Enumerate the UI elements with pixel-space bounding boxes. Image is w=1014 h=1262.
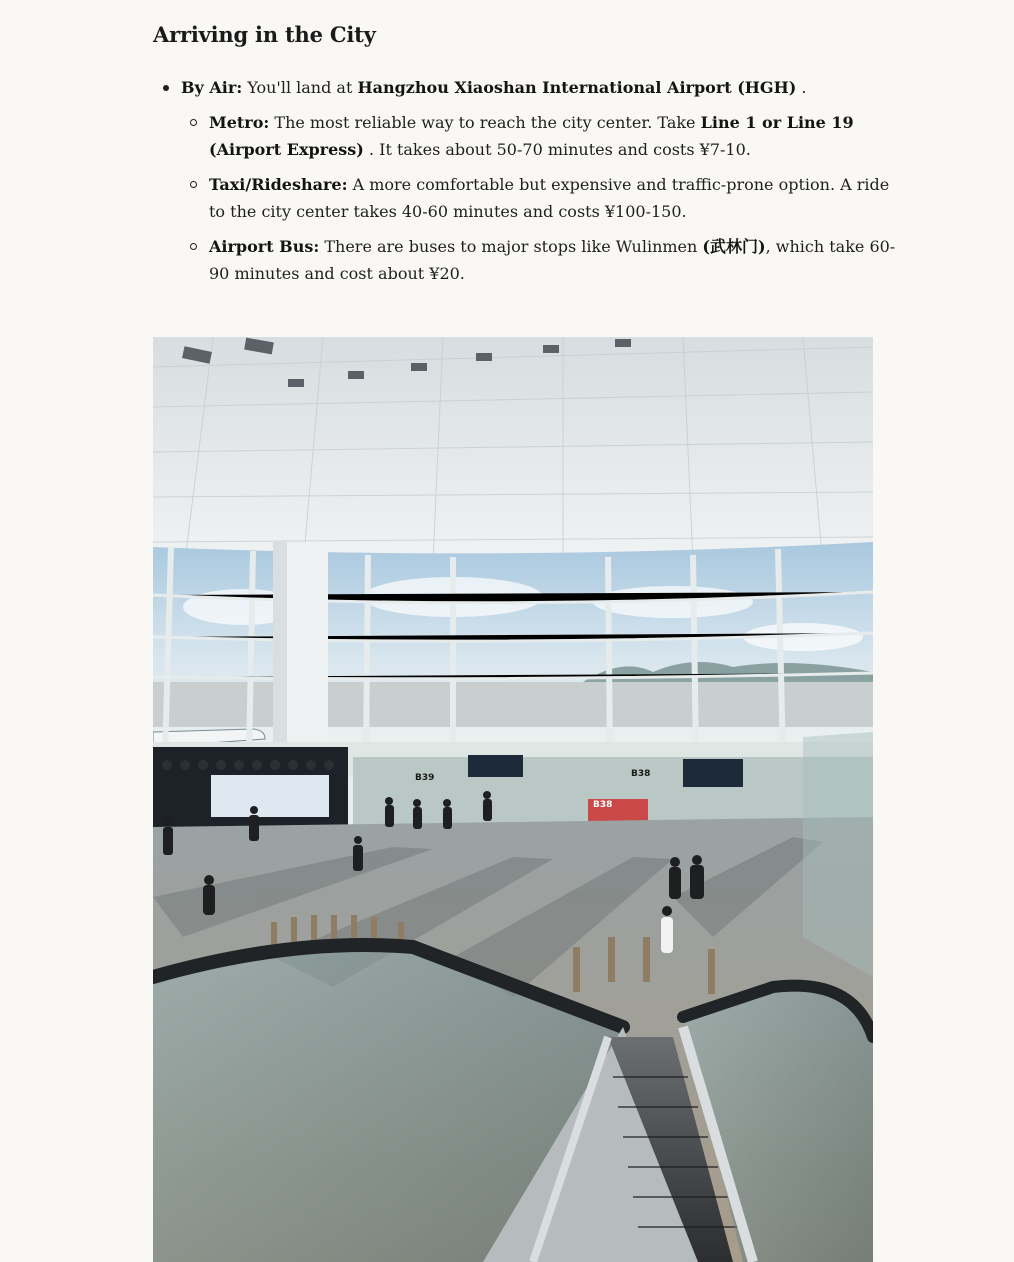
transport-options-list bbox=[181, 109, 901, 287]
flight-display-right bbox=[683, 759, 743, 787]
tarmac bbox=[153, 682, 873, 727]
terminal-illustration bbox=[153, 337, 873, 1262]
gate-sign-b39: B39 bbox=[415, 773, 435, 783]
gate-sign-b38: B38 bbox=[631, 769, 651, 779]
metro-lines: Line 1 or Line 19 (Airport Express) bbox=[209, 113, 854, 159]
by-air-text-end: . bbox=[801, 78, 807, 97]
list-item-metro bbox=[209, 109, 901, 163]
section-heading: Arriving in the City bbox=[153, 22, 376, 47]
taxi-label: Taxi/Rideshare: bbox=[209, 175, 348, 194]
by-air-text: You'll land at bbox=[247, 78, 353, 97]
taxi-text: A more comfortable but expensive and traffic-prone option. A ride to the city center takes 40-60 minutes and costs ¥100-150. bbox=[209, 175, 890, 221]
bus-label: Airport Bus: bbox=[209, 237, 320, 256]
by-air-label: By Air: bbox=[181, 78, 243, 97]
gate-counter-label: B38 bbox=[593, 800, 613, 810]
list-item-by-air bbox=[181, 74, 901, 287]
wulinmen-chinese: (武林门) bbox=[702, 237, 766, 256]
metro-text-end: . It takes about 50-70 minutes and costs ¥7-10. bbox=[368, 140, 751, 159]
advertising-screen bbox=[211, 775, 329, 817]
airport-name: Hangzhou Xiaoshan International Airport (HGH) bbox=[357, 78, 797, 97]
list-item-airport-bus bbox=[209, 233, 901, 287]
list-item-taxi bbox=[209, 171, 901, 225]
bus-text: There are buses to major stops like Wulinmen bbox=[324, 237, 698, 256]
flight-display bbox=[468, 755, 523, 777]
airport-terminal-photo bbox=[153, 337, 873, 1262]
metro-text: The most reliable way to reach the city center. Take bbox=[274, 113, 696, 132]
metro-label: Metro: bbox=[209, 113, 270, 132]
arrival-list bbox=[153, 74, 901, 295]
bus-text-end: , which take 60-90 minutes and cost about ¥20. bbox=[209, 237, 896, 283]
